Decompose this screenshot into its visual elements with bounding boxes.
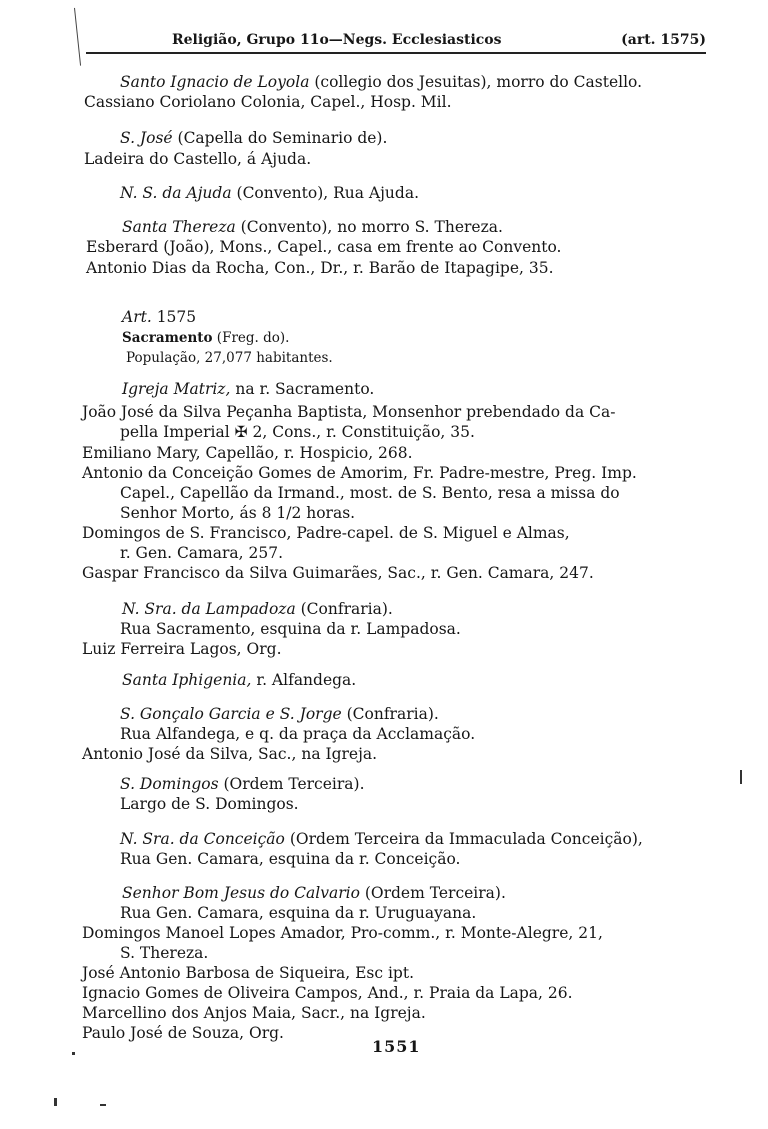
entry-line xyxy=(86,237,561,257)
entry-text: Marcellino dos Anjos Maia, Sacr., na Igreja. xyxy=(82,1004,426,1022)
entry-line xyxy=(122,217,503,237)
entry-line xyxy=(82,923,603,943)
entry-line xyxy=(82,1023,284,1043)
entry-text: Rua Sacramento, esquina da r. Lampadosa. xyxy=(120,620,461,638)
entry-line xyxy=(120,704,439,724)
entry-text: S. Domingos xyxy=(120,775,219,793)
entry-text: (Convento), Rua Ajuda. xyxy=(231,184,420,202)
entry-line xyxy=(120,183,419,203)
entry-text: José Antonio Barbosa de Siqueira, Esc ipt. xyxy=(82,964,415,982)
entry-text: (Confraria). xyxy=(341,705,439,723)
ink-speck xyxy=(100,1104,106,1106)
entry-line xyxy=(84,92,452,112)
entry-line xyxy=(120,724,475,744)
header-title: Religião, Grupo 11o—Negs. Ecclesiasticos xyxy=(172,32,502,48)
entry-text: Santa Iphigenia, xyxy=(122,671,252,689)
entry-text: (Ordem Terceira da Immaculada Conceição), xyxy=(284,830,643,848)
entry-line xyxy=(122,670,356,690)
entry-text: João José da Silva Peçanha Baptista, Monsenhor prebendado da Ca- xyxy=(82,403,616,421)
entry-text: Senhor Bom Jesus do Calvario xyxy=(122,884,360,902)
entry-text: Largo de S. Domingos. xyxy=(120,795,299,813)
entry-line xyxy=(120,619,461,639)
entry-line xyxy=(120,483,620,503)
entry-text: Esberard (João), Mons., Capel., casa em frente ao Convento. xyxy=(86,238,562,256)
entry-text: pella Imperial ✠ 2, Cons., r. Constituição, 35. xyxy=(120,423,475,441)
entry-line xyxy=(84,149,311,169)
entry-text: População, 27,077 habitantes. xyxy=(126,350,333,366)
entry-line xyxy=(82,744,377,764)
entry-text: Antonio José da Silva, Sac., na Igreja. xyxy=(82,745,378,763)
entry-line xyxy=(120,943,208,963)
entry-text: na r. Sacramento. xyxy=(230,380,375,398)
ink-speck xyxy=(54,1098,57,1106)
running-header xyxy=(86,28,706,54)
entry-line xyxy=(122,379,374,399)
entry-text: Gaspar Francisco da Silva Guimarães, Sac., r. Gen. Camara, 247. xyxy=(82,564,594,582)
entry-line xyxy=(122,307,196,327)
entry-text: (collegio dos Jesuitas), morro do Castello. xyxy=(309,73,643,91)
page-number: 1551 xyxy=(372,1037,421,1056)
entry-line xyxy=(82,443,413,463)
entry-line xyxy=(120,72,642,92)
entry-text: S. Thereza. xyxy=(120,944,209,962)
entry-text: Senhor Morto, ás 8 1/2 horas. xyxy=(120,504,356,522)
entry-line xyxy=(120,794,299,814)
entry-text: Antonio Dias da Rocha, Con., Dr., r. Barão de Itapagipe, 35. xyxy=(86,259,554,277)
entry-text: Sacramento xyxy=(122,330,213,346)
entry-text: Antonio da Conceição Gomes de Amorim, Fr. Padre-mestre, Preg. Imp. xyxy=(82,464,637,482)
entry-text: (Freg. do). xyxy=(212,330,290,346)
entry-text: Domingos de S. Francisco, Padre-capel. de S. Miguel e Almas, xyxy=(82,524,570,542)
entry-text: Rua Gen. Camara, esquina da r. Uruguayana. xyxy=(120,904,477,922)
entry-text: Domingos Manoel Lopes Amador, Pro-comm., r. Monte-Alegre, 21, xyxy=(82,924,603,942)
entry-text: N. Sra. da Conceição xyxy=(120,830,285,848)
entry-text: Capel., Capellão da Irmand., most. de S. Bento, resa a missa do xyxy=(120,484,620,502)
entry-text: S. Gonçalo Garcia e S. Jorge xyxy=(120,705,342,723)
entry-text: (Ordem Terceira). xyxy=(359,884,506,902)
entry-line xyxy=(120,849,460,869)
entry-line xyxy=(82,639,282,659)
entry-text: (Capella do Seminario de). xyxy=(172,129,388,147)
entry-text: Ladeira do Castello, á Ajuda. xyxy=(84,150,312,168)
entry-line xyxy=(82,1003,426,1023)
entry-line xyxy=(122,883,506,903)
entry-line xyxy=(120,903,476,923)
entry-text: Santa Thereza xyxy=(122,218,236,236)
entry-text: Rua Gen. Camara, esquina da r. Conceição. xyxy=(120,850,461,868)
entry-line xyxy=(122,328,289,348)
entry-text: Luiz Ferreira Lagos, Org. xyxy=(82,640,282,658)
entry-text: Santo Ignacio de Loyola xyxy=(120,73,310,91)
entry-line xyxy=(86,258,554,278)
entry-text: 1575 xyxy=(151,308,197,326)
entry-line xyxy=(122,599,393,619)
entry-line xyxy=(126,348,333,368)
entry-line xyxy=(82,523,570,543)
entry-text: (Ordem Terceira). xyxy=(218,775,365,793)
entry-text: S. José xyxy=(120,129,173,147)
entry-text: N. Sra. da Lampadoza xyxy=(122,600,296,618)
entry-text: Emiliano Mary, Capellão, r. Hospicio, 268. xyxy=(82,444,413,462)
entry-text: Cassiano Coriolano Colonia, Capel., Hosp. Mil. xyxy=(84,93,452,111)
ink-speck xyxy=(740,770,742,784)
entry-text: Rua Alfandega, e q. da praça da Acclamação. xyxy=(120,725,476,743)
entry-text: N. S. da Ajuda xyxy=(120,184,232,202)
header-article-ref: (art. 1575) xyxy=(621,32,706,48)
entry-line xyxy=(82,563,594,583)
entry-line xyxy=(120,774,365,794)
margin-rule xyxy=(74,8,81,66)
entry-line xyxy=(120,503,355,523)
entry-text: r. Alfandega. xyxy=(251,671,357,689)
entry-text: Ignacio Gomes de Oliveira Campos, And., r. Praia da Lapa, 26. xyxy=(82,984,573,1002)
entry-text: Art. xyxy=(122,308,152,326)
entry-text: Paulo José de Souza, Org. xyxy=(82,1024,284,1042)
entry-line xyxy=(120,128,387,148)
entry-line xyxy=(82,402,615,422)
entry-line xyxy=(120,543,283,563)
entry-text: r. Gen. Camara, 257. xyxy=(120,544,284,562)
entry-line xyxy=(120,422,475,442)
entry-text: Igreja Matriz, xyxy=(122,380,231,398)
entry-line xyxy=(82,983,573,1003)
entry-line xyxy=(82,963,414,983)
entry-line xyxy=(82,463,637,483)
entry-line xyxy=(120,829,643,849)
entry-text: (Confraria). xyxy=(295,600,393,618)
ink-speck xyxy=(72,1052,75,1055)
entry-text: (Convento), no morro S. Thereza. xyxy=(235,218,503,236)
